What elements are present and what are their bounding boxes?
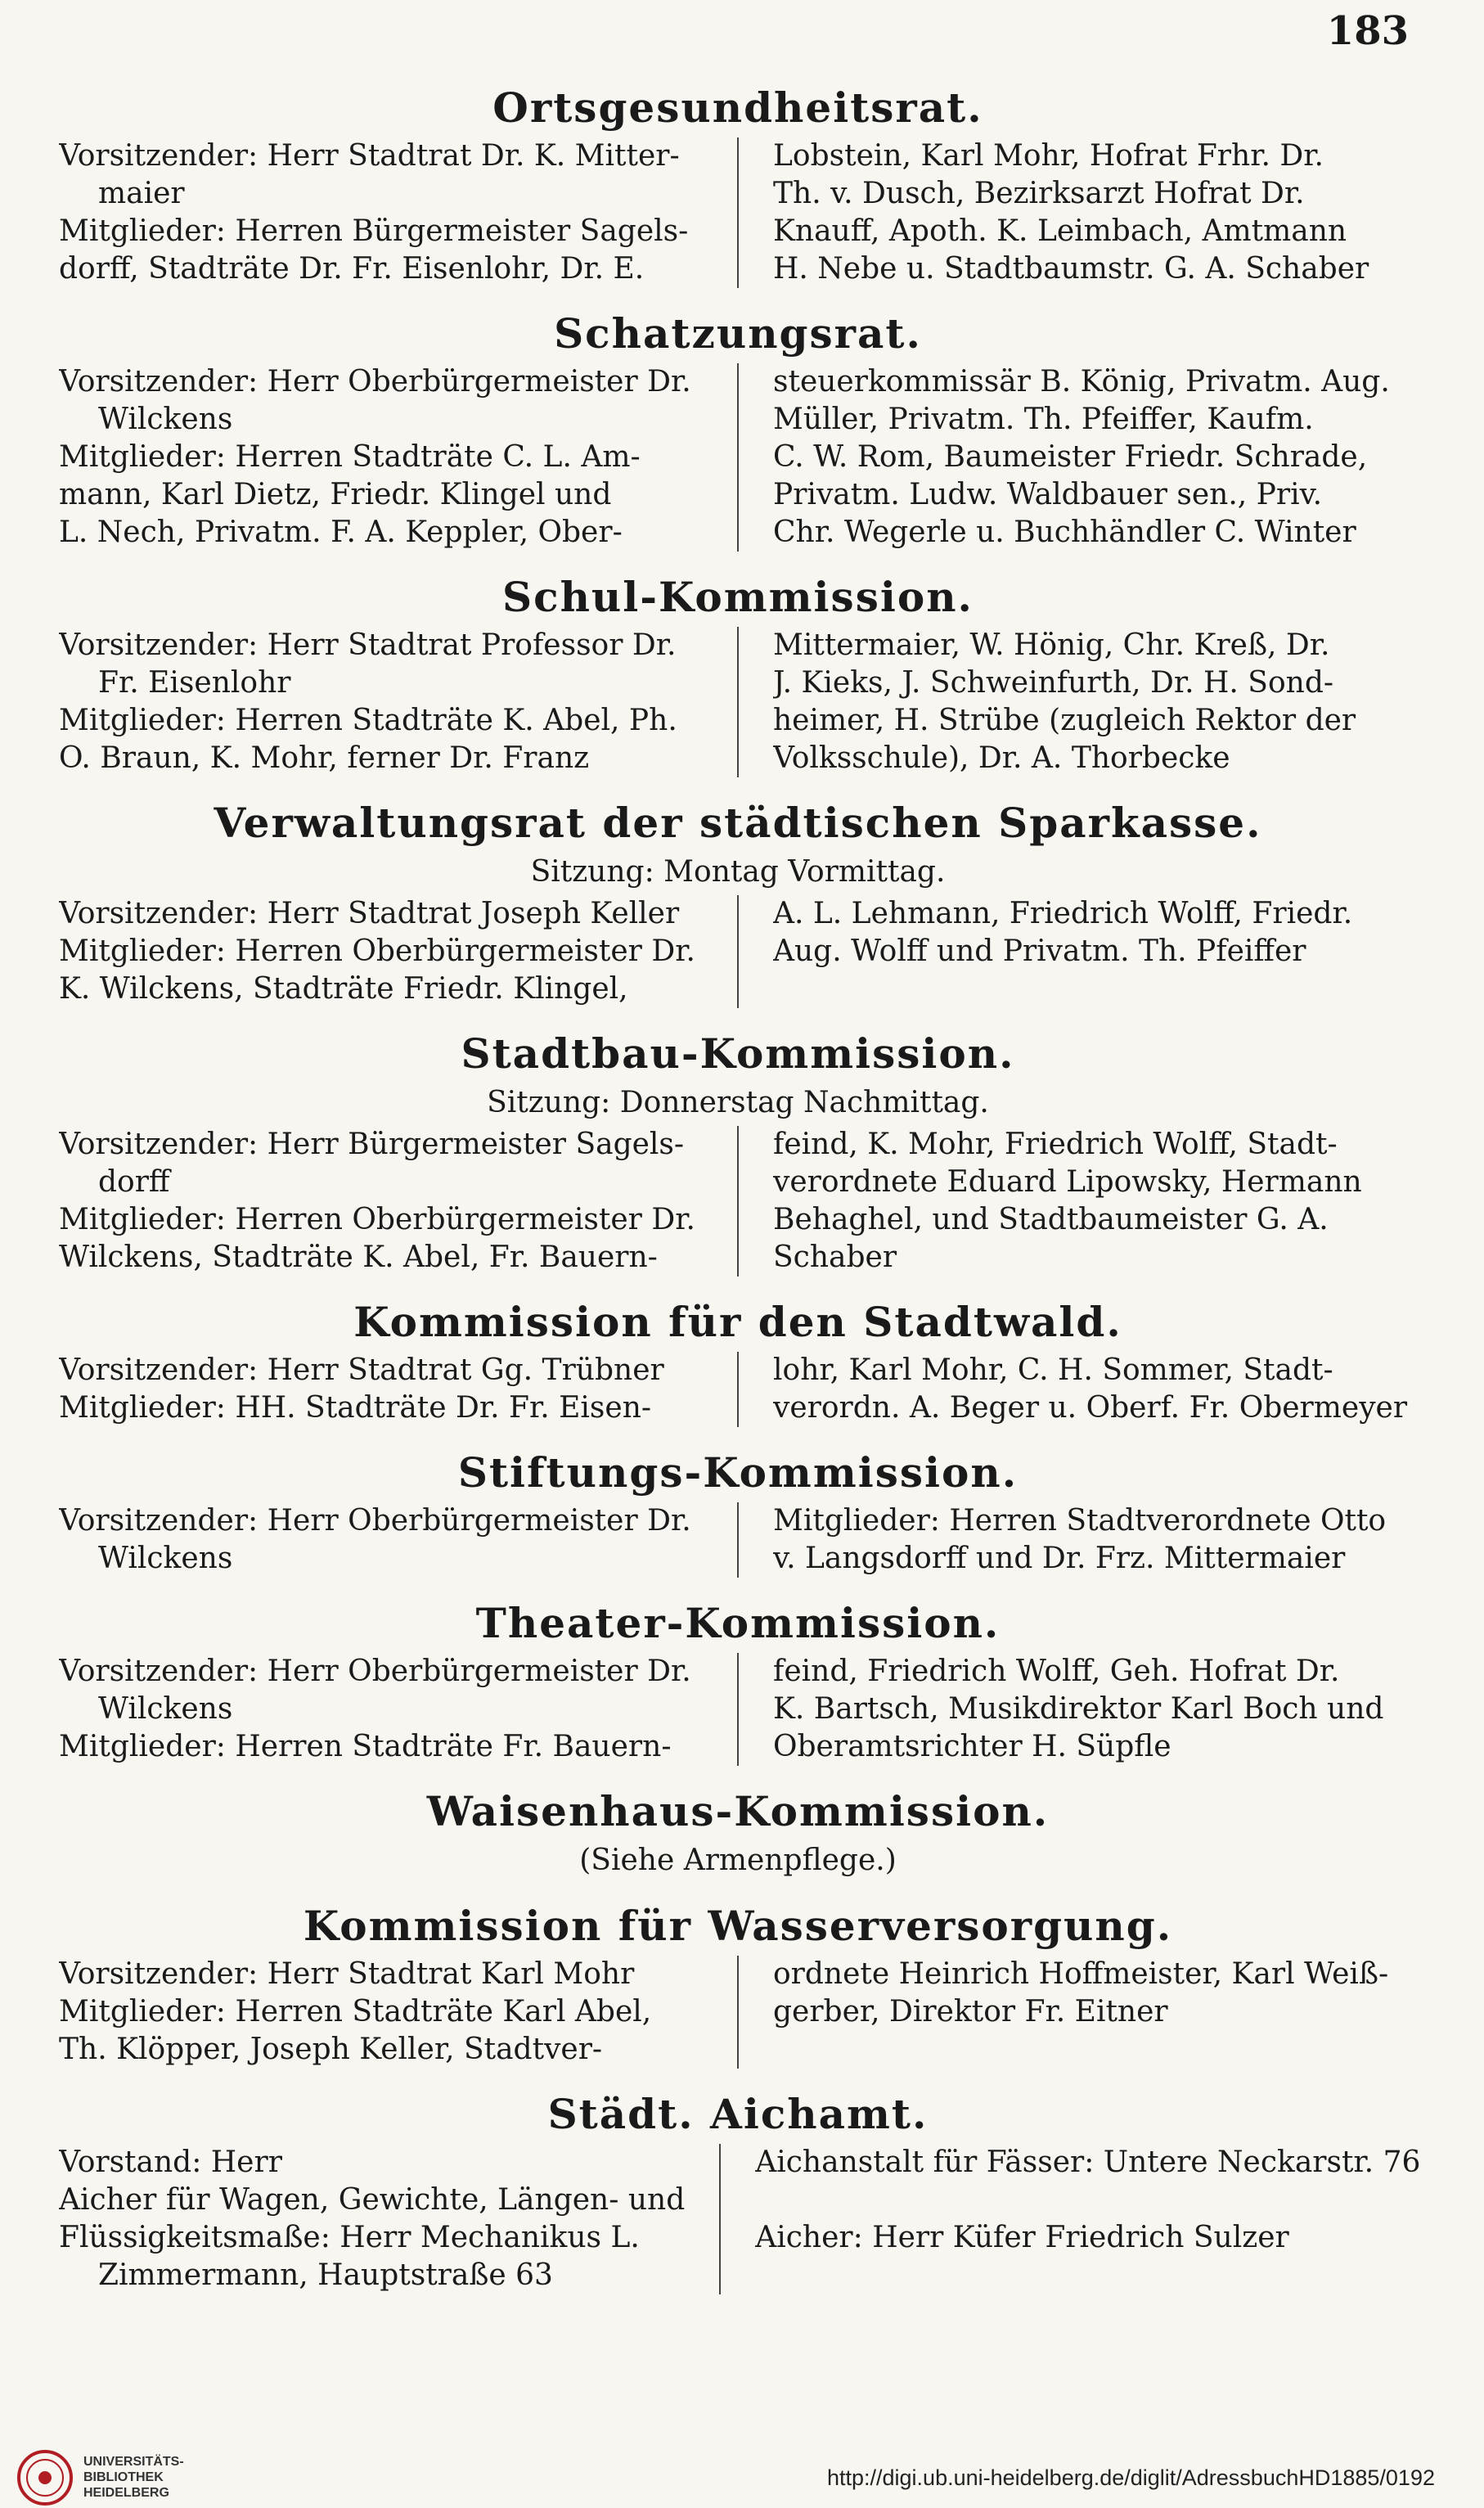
left-column <box>59 363 739 552</box>
left-column <box>59 137 739 288</box>
text-line: L. Nech, Privatm. F. A. Keppler, Ober- <box>59 516 623 549</box>
text-line: ordnete Heinrich Hoffmeister, Karl Weiß- <box>773 1957 1389 1991</box>
text-line: Mitglieder: Herren Oberbürgermeister Dr. <box>59 934 695 968</box>
two-column-text <box>59 363 1417 552</box>
two-column-text <box>59 1126 1417 1277</box>
text-line: verordnete Eduard Lipowsky, Hermann <box>773 1165 1362 1199</box>
text-line: Privatm. Ludw. Waldbauer sen., Priv. <box>773 478 1323 511</box>
section <box>59 1447 1417 1578</box>
two-column-text <box>59 627 1417 777</box>
section-title: Verwaltungsrat der städtischen Sparkasse. <box>214 799 1262 847</box>
library-logo-text <box>83 2454 184 2501</box>
text-line: Zimmermann, Hauptstraße 63 <box>98 2258 553 2292</box>
section-subtitle: Sitzung: Donnerstag Nachmittag. <box>487 1086 989 1119</box>
text-line: Wilckens, Stadträte K. Abel, Fr. Bauern- <box>59 1240 658 1274</box>
text-line: Aicher: Herr Küfer Friedrich Sulzer <box>755 2221 1289 2254</box>
section <box>59 1785 1417 1880</box>
two-column-text <box>59 137 1417 288</box>
text-line: A. L. Lehmann, Friedrich Wolff, Friedr. <box>773 897 1353 930</box>
text-line: Vorstand: Herr <box>59 2146 282 2179</box>
text-line: Flüssigkeitsmaße: Herr Mechanikus L. <box>59 2221 640 2254</box>
logo-line-3: HEIDELBERG <box>83 2486 169 2500</box>
text-line: O. Braun, K. Mohr, ferner Dr. Franz <box>59 741 590 775</box>
left-column <box>59 1352 739 1427</box>
section <box>59 82 1417 288</box>
section-title: Stiftungs-Kommission. <box>457 1448 1019 1497</box>
text-line: Knauff, Apoth. K. Leimbach, Amtmann <box>773 214 1347 248</box>
text-line: Lobstein, Karl Mohr, Hofrat Frhr. Dr. <box>773 139 1324 173</box>
right-column <box>739 1653 1417 1766</box>
text-line: Vorsitzender: Herr Stadtrat Professor Dr. <box>59 628 677 662</box>
text-line: C. W. Rom, Baumeister Friedr. Schrade, <box>773 440 1368 474</box>
section-title: Kommission für Wasserversorgung. <box>303 1902 1173 1950</box>
text-line: dorff <box>98 1165 170 1199</box>
two-column-text <box>59 2144 1421 2294</box>
text-line: Mitglieder: HH. Stadträte Dr. Fr. Eisen- <box>59 1391 652 1425</box>
text-line: Mittermaier, W. Hönig, Chr. Kreß, Dr. <box>773 628 1330 662</box>
text-line: J. Kieks, J. Schweinfurth, Dr. H. Sond- <box>773 666 1334 700</box>
text-line <box>755 2182 1420 2219</box>
section-title: Theater-Kommission. <box>475 1599 1001 1647</box>
text-line: Mitglieder: Herren Oberbürgermeister Dr. <box>59 1203 695 1236</box>
text-line: Behaghel, und Stadtbaumeister G. A. <box>773 1203 1329 1236</box>
text-line: Wilckens <box>98 1692 233 1726</box>
left-column <box>59 627 739 777</box>
page-number: 183 <box>1326 8 1409 54</box>
right-column <box>721 2144 1420 2294</box>
section-title: Ortsgesundheitsrat. <box>492 83 983 132</box>
left-column <box>59 1956 739 2069</box>
section <box>59 2088 1421 2294</box>
section-title: Städt. Aichamt. <box>547 2090 929 2138</box>
text-line: Wilckens <box>98 403 233 436</box>
right-column <box>739 1126 1417 1277</box>
section-title: Kommission für den Stadtwald. <box>353 1298 1122 1346</box>
right-column <box>739 1502 1417 1578</box>
text-line: Mitglieder: Herren Stadträte Karl Abel, <box>59 1995 652 2028</box>
left-column <box>59 2144 721 2294</box>
logo-line-1: UNIVERSITÄTS- <box>83 2455 184 2469</box>
section <box>59 571 1417 777</box>
text-line: lohr, Karl Mohr, C. H. Sommer, Stadt- <box>773 1353 1333 1387</box>
right-column <box>739 1352 1417 1427</box>
university-seal-logo <box>16 2449 74 2506</box>
two-column-text <box>59 1956 1417 2069</box>
section-title: Stadtbau-Kommission. <box>461 1029 1015 1078</box>
text-line: v. Langsdorff und Dr. Frz. Mittermaier <box>773 1542 1346 1575</box>
section <box>59 1296 1417 1427</box>
text-line: Mitglieder: Herren Stadträte Fr. Bauern- <box>59 1730 672 1763</box>
two-column-text <box>59 1653 1417 1766</box>
section <box>59 1028 1417 1277</box>
two-column-text <box>59 1352 1417 1427</box>
section-title: Schul-Kommission. <box>502 573 974 621</box>
text-line: mann, Karl Dietz, Friedr. Klingel und <box>59 478 612 511</box>
section-title: Waisenhaus-Kommission. <box>426 1787 1050 1835</box>
section <box>59 1597 1417 1766</box>
right-column <box>739 1956 1417 2069</box>
left-column <box>59 1502 739 1578</box>
right-column <box>739 137 1417 288</box>
text-line: Vorsitzender: Herr Oberbürgermeister Dr. <box>59 1655 691 1688</box>
right-column <box>739 627 1417 777</box>
text-line: Mitglieder: Herren Stadträte C. L. Am- <box>59 440 641 474</box>
text-line: Vorsitzender: Herr Bürgermeister Sagels- <box>59 1128 685 1161</box>
left-column <box>59 1126 739 1277</box>
text-line: K. Bartsch, Musikdirektor Karl Boch und <box>773 1692 1384 1726</box>
text-line: Mitglieder: Herren Stadtverordnete Otto <box>773 1504 1387 1538</box>
text-line: Mitglieder: Herren Stadträte K. Abel, Ph. <box>59 704 677 737</box>
text-line: Vorsitzender: Herr Oberbürgermeister Dr. <box>59 365 691 398</box>
text-line: Wilckens <box>98 1542 233 1575</box>
text-line: dorff, Stadträte Dr. Fr. Eisenlohr, Dr. E. <box>59 252 645 286</box>
text-line: gerber, Direktor Fr. Eitner <box>773 1995 1168 2028</box>
text-line: Th. Klöpper, Joseph Keller, Stadtver- <box>59 2033 603 2066</box>
section-title: Schatzungsrat. <box>554 309 922 358</box>
section <box>59 308 1417 552</box>
text-line: verordn. A. Beger u. Oberf. Fr. Obermeyer <box>773 1391 1408 1425</box>
text-line: Müller, Privatm. Th. Pfeiffer, Kaufm. <box>773 403 1314 436</box>
section <box>59 797 1417 1008</box>
text-line: maier <box>98 177 185 210</box>
text-line: feind, K. Mohr, Friedrich Wolff, Stadt- <box>773 1128 1338 1161</box>
text-line: Schaber <box>773 1240 897 1274</box>
page-content <box>59 82 1421 2314</box>
logo-line-2: BIBLIOTHEK <box>83 2470 164 2484</box>
text-line: heimer, H. Strübe (zugleich Rektor der <box>773 704 1356 737</box>
text-line: Vorsitzender: Herr Stadtrat Gg. Trübner <box>59 1353 664 1387</box>
left-column <box>59 1653 739 1766</box>
text-line: feind, Friedrich Wolff, Geh. Hofrat Dr. <box>773 1655 1340 1688</box>
text-line: Mitglieder: Herren Bürgermeister Sagels- <box>59 214 689 248</box>
text-line: Aichanstalt für Fässer: Untere Neckarstr. 76 <box>755 2146 1421 2179</box>
text-line: K. Wilckens, Stadträte Friedr. Klingel, <box>59 972 628 1006</box>
left-column <box>59 895 739 1008</box>
right-column <box>739 363 1417 552</box>
text-line: Aicher für Wagen, Gewichte, Längen- und <box>59 2183 686 2217</box>
section <box>59 1900 1417 2069</box>
text-line: Vorsitzender: Herr Stadtrat Karl Mohr <box>59 1957 635 1991</box>
text-line: Vorsitzender: Herr Stadtrat Dr. K. Mitter- <box>59 139 680 173</box>
section-subtitle: Sitzung: Montag Vormittag. <box>530 855 946 889</box>
section-subtitle: (Siehe Armenpflege.) <box>579 1844 897 1877</box>
footer <box>0 2443 1484 2508</box>
text-line: Vorsitzender: Herr Oberbürgermeister Dr. <box>59 1504 691 1538</box>
right-column <box>739 895 1417 1008</box>
text-line: H. Nebe u. Stadtbaumstr. G. A. Schaber <box>773 252 1369 286</box>
text-line: Oberamtsrichter H. Süpfle <box>773 1730 1171 1763</box>
text-line: steuerkommissär B. König, Privatm. Aug. <box>773 365 1390 398</box>
text-line: Chr. Wegerle u. Buchhändler C. Winter <box>773 516 1356 549</box>
two-column-text <box>59 895 1417 1008</box>
text-line: Vorsitzender: Herr Stadtrat Joseph Keller <box>59 897 680 930</box>
two-column-text <box>59 1502 1417 1578</box>
text-line: Volksschule), Dr. A. Thorbecke <box>773 741 1230 775</box>
source-url[interactable]: http://digi.ub.uni-heidelberg.de/diglit/AdressbuchHD1885/0192 <box>826 2465 1435 2490</box>
text-line: Th. v. Dusch, Bezirksarzt Hofrat Dr. <box>773 177 1305 210</box>
text-line: Fr. Eisenlohr <box>98 666 291 700</box>
text-line: Aug. Wolff und Privatm. Th. Pfeiffer <box>773 934 1306 968</box>
